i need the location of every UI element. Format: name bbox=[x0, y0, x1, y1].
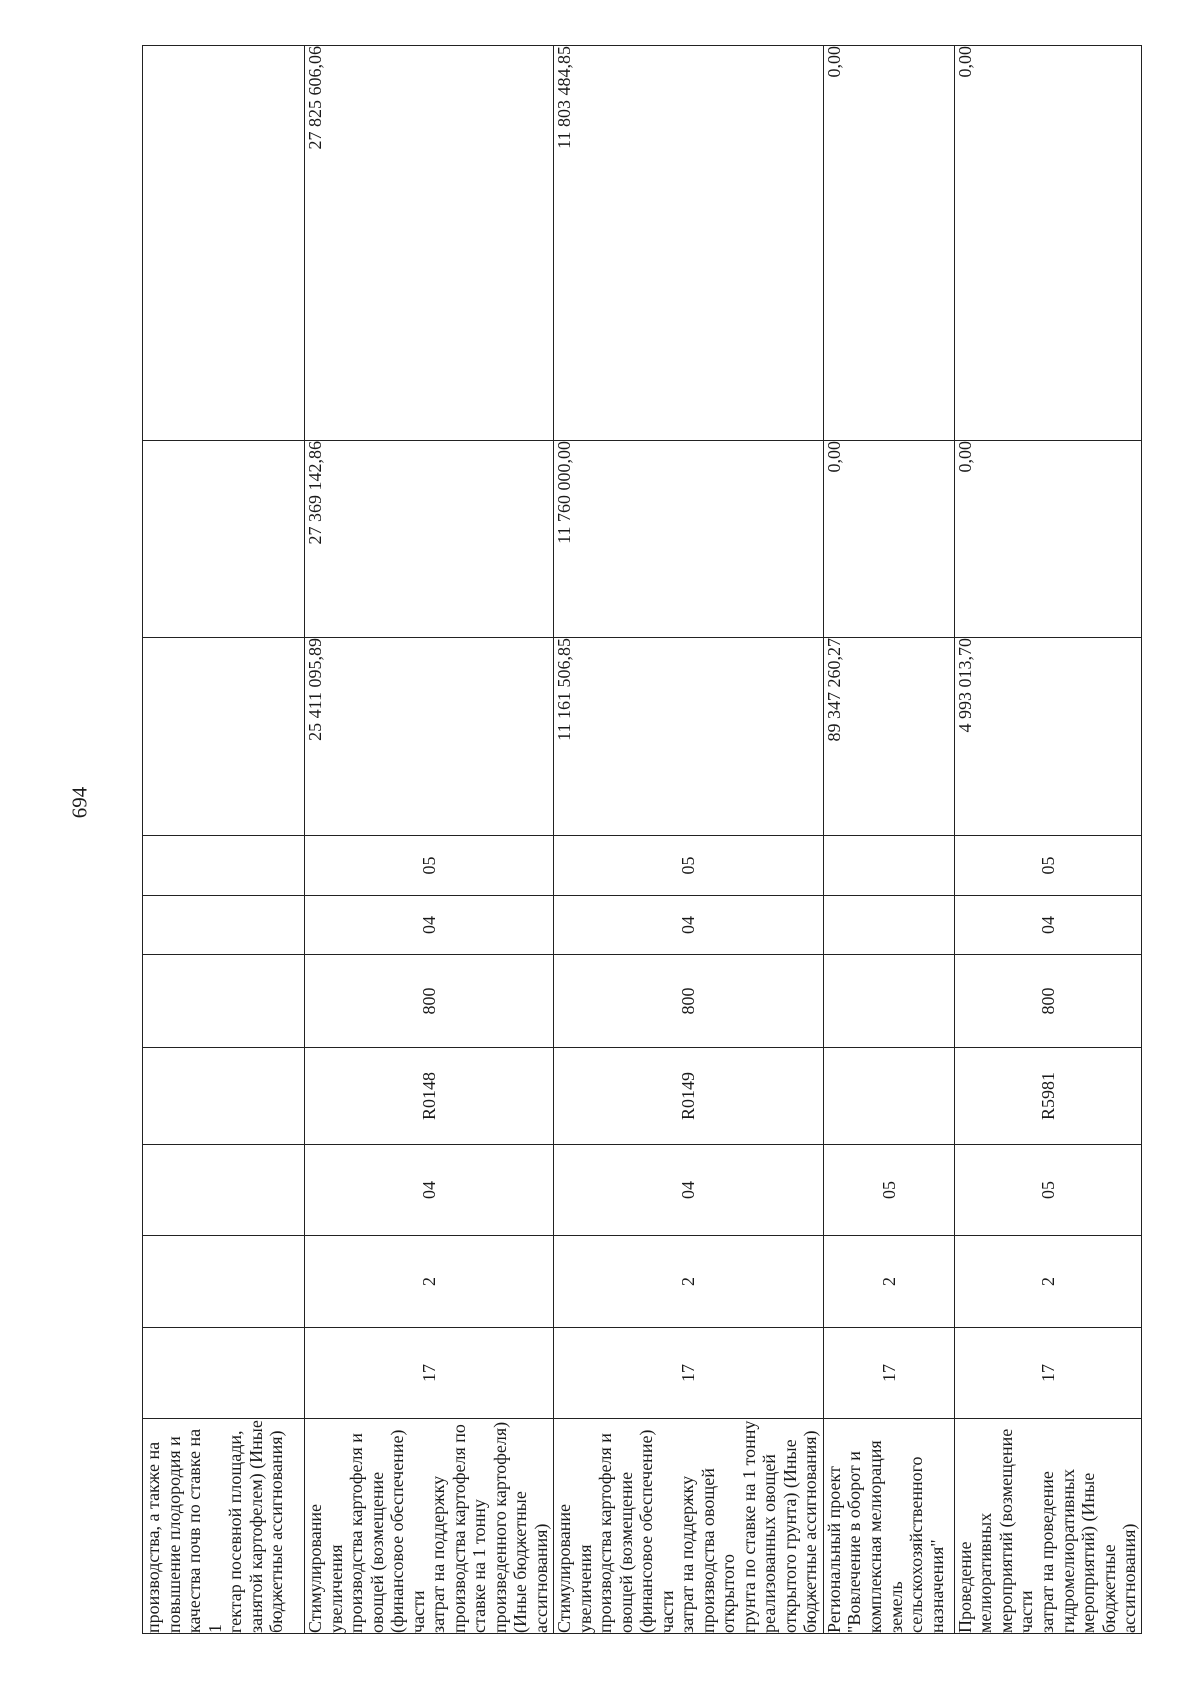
amount-year-2-cell: 27 369 142,86 bbox=[305, 441, 554, 638]
row-name-cell: Стимулирование увеличения производства картофеля и овощей (возмещение (финансовое обеспечение) части затрат на поддержку производства овощей открытого грунта по ставке на 1 тонну реализованных овощей открытого грунта) (Иные бюджетные ассигнования) bbox=[554, 1419, 824, 1634]
amount-year-2-cell bbox=[143, 441, 305, 638]
rotated-page-content bbox=[142, 46, 1142, 1634]
program-code-cell: 17 bbox=[554, 1328, 824, 1419]
amount-year-2-cell: 0,00 bbox=[954, 441, 1141, 638]
row-name-cell: производства, а также на повышение плодородия и качества почв по ставке на 1 гектар посевной площади, занятой картофелем) (Иные бюджетные ассигнования) bbox=[143, 1419, 305, 1634]
subprogram-code-cell bbox=[143, 1236, 305, 1328]
amount-year-1-cell: 25 411 095,89 bbox=[305, 638, 554, 836]
amount-year-2-cell: 0,00 bbox=[823, 441, 954, 638]
section-code-cell bbox=[143, 896, 305, 955]
table-row bbox=[554, 46, 824, 1634]
amount-year-1-cell: 4 993 013,70 bbox=[954, 638, 1141, 836]
row-name-cell: Проведение мелиоративных мероприятий (возмещение части затрат на проведение гидромелиоративных мероприятий) (Иные бюджетные ассигнования) bbox=[954, 1419, 1141, 1634]
section-code-cell bbox=[823, 896, 954, 955]
amount-year-3-cell: 0,00 bbox=[823, 46, 954, 441]
activity-code-cell bbox=[143, 1145, 305, 1236]
section-code-cell: 04 bbox=[954, 896, 1141, 955]
expense-type-cell bbox=[143, 955, 305, 1048]
table-row bbox=[823, 46, 954, 1634]
table-row bbox=[143, 46, 305, 1634]
activity-code-cell: 04 bbox=[305, 1145, 554, 1236]
section-code-cell: 04 bbox=[305, 896, 554, 955]
subsection-code-cell: 05 bbox=[554, 836, 824, 896]
amount-year-1-cell: 11 161 506,85 bbox=[554, 638, 824, 836]
expense-type-cell bbox=[823, 955, 954, 1048]
page-number: 694 bbox=[67, 786, 92, 819]
subprogram-code-cell: 2 bbox=[823, 1236, 954, 1328]
direction-code-cell: R0149 bbox=[554, 1048, 824, 1145]
expense-type-cell: 800 bbox=[305, 955, 554, 1048]
direction-code-cell bbox=[823, 1048, 954, 1145]
activity-code-cell: 05 bbox=[823, 1145, 954, 1236]
subprogram-code-cell: 2 bbox=[305, 1236, 554, 1328]
table-row bbox=[305, 46, 554, 1634]
program-code-cell: 17 bbox=[305, 1328, 554, 1419]
expense-type-cell: 800 bbox=[954, 955, 1141, 1048]
amount-year-3-cell: 27 825 606,06 bbox=[305, 46, 554, 441]
direction-code-cell: R5981 bbox=[954, 1048, 1141, 1145]
direction-code-cell: R0148 bbox=[305, 1048, 554, 1145]
subsection-code-cell bbox=[823, 836, 954, 896]
amount-year-1-cell bbox=[143, 638, 305, 836]
amount-year-3-cell bbox=[143, 46, 305, 441]
program-code-cell: 17 bbox=[954, 1328, 1141, 1419]
table-row bbox=[954, 46, 1141, 1634]
subprogram-code-cell: 2 bbox=[954, 1236, 1141, 1328]
activity-code-cell: 04 bbox=[554, 1145, 824, 1236]
amount-year-3-cell: 0,00 bbox=[954, 46, 1141, 441]
budget-table bbox=[142, 45, 1142, 1634]
amount-year-2-cell: 11 760 000,00 bbox=[554, 441, 824, 638]
subsection-code-cell: 05 bbox=[305, 836, 554, 896]
row-name-cell: Стимулирование увеличения производства картофеля и овощей (возмещение (финансовое обеспечение) части затрат на поддержку производства картофеля по ставке на 1 тонну произведенного картофеля) (Иные бюджетные ассигнования) bbox=[305, 1419, 554, 1634]
program-code-cell: 17 bbox=[823, 1328, 954, 1419]
section-code-cell: 04 bbox=[554, 896, 824, 955]
subsection-code-cell: 05 bbox=[954, 836, 1141, 896]
subsection-code-cell bbox=[143, 836, 305, 896]
program-code-cell bbox=[143, 1328, 305, 1419]
expense-type-cell: 800 bbox=[554, 955, 824, 1048]
amount-year-1-cell: 89 347 260,27 bbox=[823, 638, 954, 836]
subprogram-code-cell: 2 bbox=[554, 1236, 824, 1328]
amount-year-3-cell: 11 803 484,85 bbox=[554, 46, 824, 441]
row-name-cell: Региональный проект "Вовлечение в оборот и комплексная мелиорация земель сельскохозяйственного назначения" bbox=[823, 1419, 954, 1634]
direction-code-cell bbox=[143, 1048, 305, 1145]
activity-code-cell: 05 bbox=[954, 1145, 1141, 1236]
